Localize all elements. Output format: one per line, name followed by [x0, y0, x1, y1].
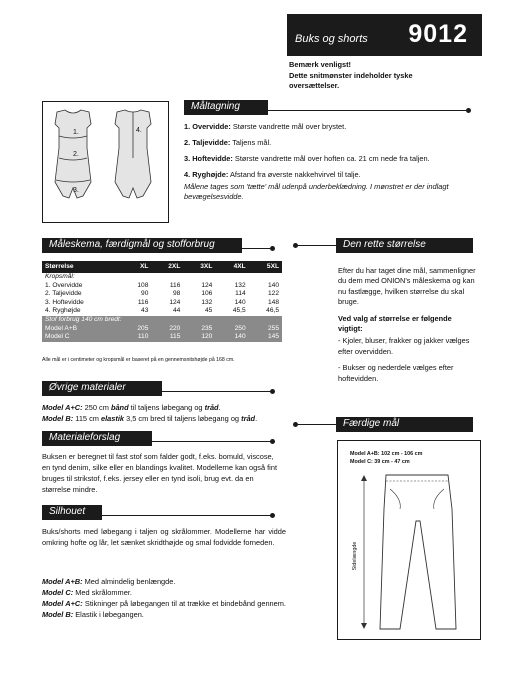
right-size-p1: Efter du har taget dine mål, sammenligner du dem med ONION's måleskema og kan nu fastlægge, hvilken størrelse du skal bruge.: [338, 266, 476, 307]
translation-note: [289, 60, 489, 92]
material-suggestion-text: Buksen er beregnet til fast stof som falder godt, f.eks. bomuld, viscose, en tynd denim, silke eller en blandings kvalitet. Modellerne kan også fint bruges til strikstof, f.eks. jersey eller en tynd isoli, brug evt. da en størrelse mindre.: [42, 452, 277, 494]
col-header: XL: [121, 261, 151, 273]
divider-dot: [270, 439, 275, 444]
silhouet-text: Buks/shorts med løbegang i taljen og skrålommer. Modellerne har vidde omkring hofte og lår, let sænket skridthøjde og smal fodvidde forneden.: [42, 527, 286, 547]
materials-text: [42, 402, 282, 424]
divider: [268, 110, 468, 111]
divider: [102, 515, 272, 516]
fig-label-1: 1.: [73, 129, 79, 136]
divider: [296, 424, 336, 425]
side-length-label: Sidelængde: [352, 541, 358, 571]
col-header: 3XL: [183, 261, 215, 273]
measure-item-2: 2. Taljevidde: Taljens mål.: [184, 138, 272, 147]
table-row: Model C 110 115 120 140 145: [42, 333, 282, 342]
finished-line-1: Model A+B: 102 cm - 106 cm: [350, 451, 423, 457]
divider: [152, 441, 272, 442]
section-title-maaleskema: Måleskema, færdigmål og stofforbrug: [42, 238, 242, 253]
col-header: Størrelse: [42, 261, 121, 273]
materials-line-2: Model B: 115 cm elastik 3,5 cm bred til taljens løbegang og tråd.: [42, 414, 258, 423]
divider: [242, 248, 272, 249]
divider-dot: [293, 422, 298, 427]
section-title-rette: Den rette størrelse: [336, 238, 473, 253]
section-title-faerdige: Færdige mål: [336, 417, 473, 432]
divider-dot: [466, 108, 471, 113]
fig-label-3: 3.: [73, 187, 79, 194]
col-header: 2XL: [151, 261, 183, 273]
table-header-row: [42, 261, 282, 273]
col-header: 5XL: [249, 261, 282, 273]
section-title-materiale: Materialeforslag: [42, 431, 152, 446]
divider-dot: [270, 389, 275, 394]
note-line-1: Bemærk venligst!: [289, 60, 352, 69]
divider-dot: [270, 513, 275, 518]
table-subheader: Stof forbrug 140 cm bredt:: [42, 316, 282, 325]
section-title-maaltagning: Måltagning: [184, 100, 268, 115]
section-title-oevrige: Øvrige materialer: [42, 381, 162, 396]
model-line: Model A+C: Stikninger på løbegangen til at trække et bindebånd gennem. Model B: Elastik i løbegangen.: [42, 599, 286, 619]
note-line-3: oversættelser.: [289, 81, 340, 90]
pattern-number: 9012: [408, 20, 468, 48]
divider-dot: [293, 243, 298, 248]
header-title: Buks og shorts: [295, 33, 368, 45]
table-row: 2. Taljevidde 90 98 106 114 122: [45, 290, 279, 298]
size-table: [42, 261, 282, 342]
measure-item-3: 3. Hoftevidde: Største vandrette mål over hoften ca. 21 cm nede fra taljen.: [184, 154, 430, 163]
body-figure-icon: [43, 102, 167, 221]
divider: [296, 245, 336, 246]
divider-dot: [270, 246, 275, 251]
right-size-bullet-2: - Bukser og nederdele vælges efter hoftevidden.: [338, 363, 454, 383]
trousers-icon: [344, 469, 474, 637]
section-title-silhouet: Silhouet: [42, 505, 102, 520]
measure-item-4: 4. Ryghøjde: Afstand fra øverste nakkehvirvel til talje.: [184, 170, 361, 179]
fig-label-4: 4.: [136, 127, 142, 134]
table-subheader: Kropsmål:: [45, 273, 75, 280]
header-box: [287, 14, 482, 56]
finished-line-2: Model C: 39 cm - 47 cm: [350, 459, 410, 465]
measure-note: Målene tages som 'tætte' mål udenpå underbeklædning. I mønstret er der indlagt bevægelsesvidde.: [184, 182, 449, 201]
table-footnote: Alle mål er i centimeter og kropsmål er baseret på en gennemsnitshøjde på 168 cm.: [42, 357, 235, 363]
table-row: Model A+B 205 220 235 250 255: [42, 325, 282, 334]
divider: [162, 391, 272, 392]
model-line: Model A+B: Med almindelig benlængde.: [42, 577, 176, 586]
model-list: [42, 576, 286, 620]
right-size-p2: Ved valg af størrelse er følgende vigtigt:: [338, 313, 452, 334]
finished-measure-box: [337, 440, 481, 640]
fig-label-2: 2.: [73, 151, 79, 158]
col-header: 4XL: [215, 261, 248, 273]
measure-item-1: 1. Overvidde: Største vandrette mål over brystet.: [184, 122, 347, 131]
note-line-2: Dette snitmønster indeholder tyske: [289, 70, 413, 80]
measurement-figure: [42, 101, 169, 223]
right-size-text: [338, 266, 478, 384]
table-row: 3. Hoftevidde 116 124 132 140 148: [45, 298, 279, 306]
table-row: 4. Ryghøjde 43 44 45 45,5 46,5: [45, 307, 279, 315]
right-size-bullet-1: - Kjoler, bluser, frakker og jakker vælges efter overvidden.: [338, 336, 470, 356]
table-row: 1. Overvidde 108 116 124 132 140: [45, 281, 279, 289]
materials-line-1: Model A+C: 250 cm bånd til taljens løbegang og tråd.: [42, 403, 221, 412]
model-line: Model C: Med skrålommer.: [42, 588, 132, 597]
measurement-list: [184, 122, 484, 202]
